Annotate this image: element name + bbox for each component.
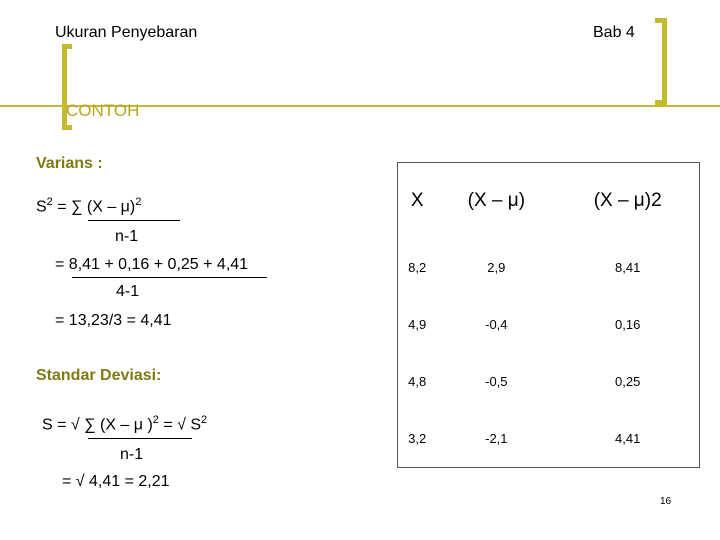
fraction-bar: [88, 220, 180, 221]
superscript: 2: [46, 196, 53, 208]
fraction-bar: [88, 438, 192, 439]
fraction-bar: [72, 277, 267, 278]
standar-deviasi-heading: Standar Deviasi:: [36, 367, 162, 384]
table-cell: 0,25: [615, 374, 641, 389]
data-table: [397, 162, 700, 468]
table-cell: 0,16: [615, 317, 641, 332]
sd-formula-b: = √ S: [158, 416, 202, 434]
section-title: CONTOH: [66, 101, 140, 120]
table-header-row: [398, 163, 700, 240]
varians-line3: = 13,23/3 = 4,41: [55, 312, 172, 329]
right-bracket-decoration: [655, 18, 667, 105]
table-header-cell: X: [410, 190, 424, 211]
table-cell: 4,8: [408, 374, 427, 389]
varians-line2-denominator: 4-1: [116, 283, 140, 300]
table-cell: 8,2: [408, 260, 427, 275]
superscript: 2: [135, 196, 142, 208]
varians-rhs: = ∑ (X – μ): [57, 198, 136, 216]
varians-line2: = 8,41 + 0,16 + 0,25 + 4,41: [55, 256, 249, 273]
sd-denominator: n-1: [120, 446, 144, 463]
varians-denominator: n-1: [115, 228, 139, 245]
superscript: 2: [152, 414, 159, 426]
varians-heading: Varians :: [36, 155, 103, 172]
sd-formula-a: S = √ ∑ (X – μ ): [42, 416, 153, 434]
header-right-title: Bab 4: [593, 24, 635, 41]
sd-result: = √ 4,41 = 2,21: [62, 473, 170, 490]
table-row: [398, 296, 700, 353]
table-cell: 8,41: [615, 260, 641, 275]
table-cell: 2,9: [487, 260, 506, 275]
table-row: [398, 410, 700, 468]
table-cell: 4,41: [615, 431, 641, 446]
varians-formula: [36, 196, 141, 216]
table-cell: -2,1: [485, 431, 508, 446]
table-row: [398, 353, 700, 410]
table-header-cell: (X – μ)2: [593, 190, 662, 211]
header-left-title: Ukuran Penyebaran: [55, 24, 198, 41]
table-cell: 3,2: [408, 431, 427, 446]
sd-formula: [42, 414, 207, 434]
table-row: [398, 239, 700, 296]
page-number: 16: [660, 496, 672, 507]
varians-lhs: S: [36, 198, 47, 216]
superscript: 2: [201, 414, 208, 426]
table-cell: 4,9: [408, 317, 427, 332]
table-cell: -0,4: [485, 317, 508, 332]
table-header-cell: (X – μ): [467, 190, 526, 211]
table-cell: -0,5: [485, 374, 508, 389]
